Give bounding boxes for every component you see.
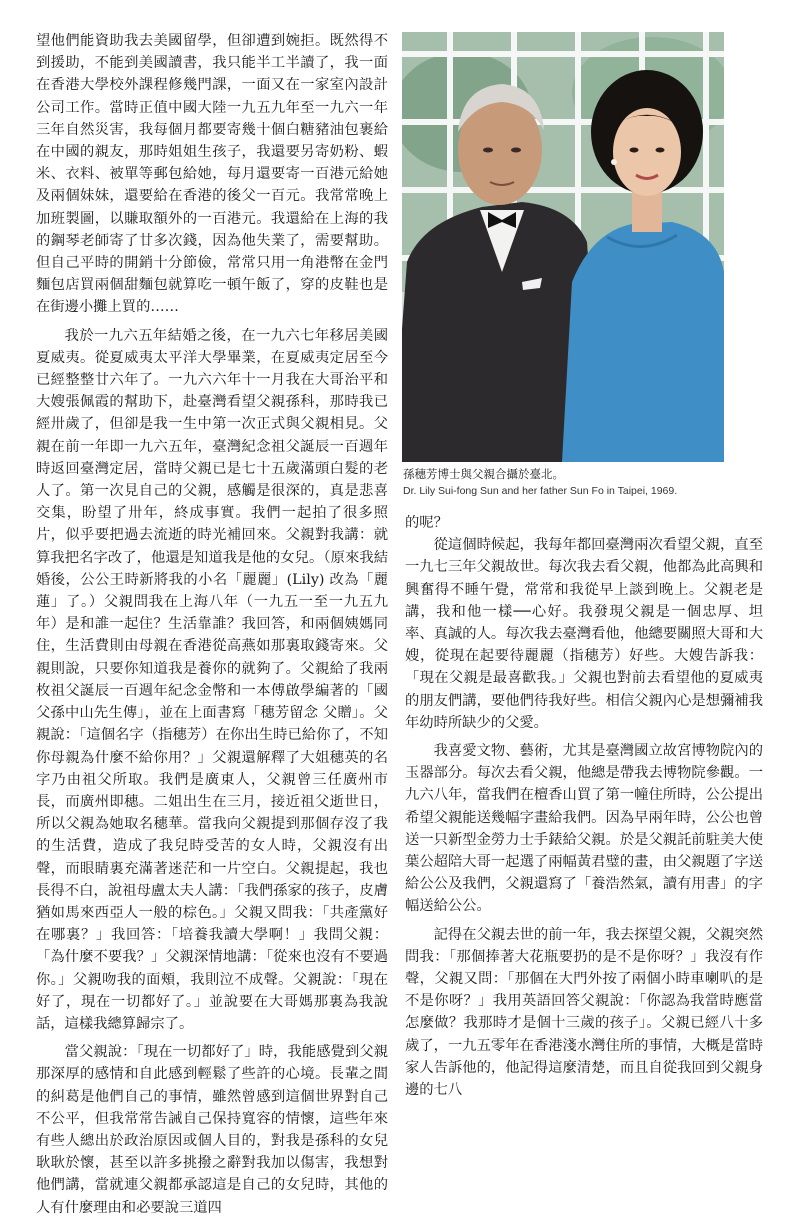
paragraph: 我喜愛文物、藝術，尤其是臺灣國立故宮博物院內的玉器部分。每次去看父親，他總是帶我去博物院參觀。一九六八年，當我們在檀香山買了第一幢住所時，公公提出希望父親能送幾幅字畫給我們。因為早兩年時，公公也曾送一只新型金勞力士手錶給父親。於是父親託前駐美大使葉公超陪大哥一起選了兩幅黃君璧的畫，由父親題了字送給公公及我們，父親還寫了「養浩然氣，讀有用書」的字幅送給公公。	[405, 743, 763, 915]
paragraph: 記得在父親去世的前一年，我去探望父親，父親突然問我：「那個捧著大花瓶要扔的是不是你呀？」我沒有作聲，父親又問：「那個在大門外按了兩個小時車喇叭的是不是你呀？」我用英語回答父親說：「你認為我當時應當怎麼做？我那時才是個十三歲的孩子」。父親已經八十多歲了，一九五零年在香港淺水灣住所的事情，大概是當時家人告訴他的，他記得這麼清楚，而且自從我回到父親身邊的七八	[405, 926, 763, 1099]
paragraph: 當父親說：「現在一切都好了」時，我能感覺到父親那深厚的感情和自此感到輕鬆了些許的心境。長輩之間的糾葛是他們自己的事情，雖然曾感到這個世界對自己不公平，但我常常告誡自己保持寬容的情懷，這些年來有些人總出於政治原因或個人目的，對我是孫科的女兒耿耿於懷，甚至以許多挑撥之辭對我加以傷害，我想對他們講，當就連父親都承認這是自己的女兒時，其他的人有什麼理由和必要說三道四	[36, 1044, 388, 1216]
paragraph: 我於一九六五年結婚之後，在一九六七年移居美國夏威夷。從夏威夷太平洋大學畢業，在夏威夷定居至今已經整整廿六年了。一九六六年十一月我在大哥治平和大嫂張佩霞的幫助下，赴臺灣看望父親孫科，那時我已經卅歲了，但卻是我一生中第一次正式與父親相見。父親在前一年即一九六五年，臺灣紀念祖父誕辰一百週年時返回臺灣定居，當時父親已是七十五歲滿頭白髮的老人了。第一次見自己的父親，感觸是很深的，真是悲喜交集，盼望了卅年，終成事實。我們一起拍了很多照片，似乎要把過去流逝的時光補回來。父親對我講：就算我把名字改了，他還是知道我是他的女兒。（原來我結婚後，公公王時新將我的小名「麗麗」(Lily) 改為「麗蓮」了。）父親問我在上海八年（一九五一至一九五九年）是和誰一起住？生活靠誰？我回答，和兩個姨媽同住，生活費則由母親在香港從高燕如那裏取錢寄來。父親則說，只要你知道我是養你的就夠了。父親給了我兩枚祖父誕辰一百週年紀念金幣和一本傅啟學編著的「國父孫中山先生傳」，並在上面書寫「穗芳留念 父贈」。父親說：「這個名字（指穗芳）在你出生時已給你了，不知你母親為什麼不給你用？」父親還解釋了大姐穗英的名字乃由祖父所取。我們是廣東人，父親曾三任廣州市長，而廣州即穗。二姐出生在三月，接近祖父逝世日，所以父親為她取名穗華。當我向父親提到那個存沒了我的生活費，造成了我兒時受苦的女人時，父親沒有出聲，而眼睛裏充滿著迷茫和一片空白。父親提起，我也長得不白，說祖母盧太夫人講：「我們孫家的孩子，皮膚猶如馬來西亞人一般的棕色。」父親又問我：「共產黨好在哪裏？」我回答：「培養我讀大學啊！」我問父親：「為什麼不要我？」父親深情地講：「從來也沒有不要過你。」父親吻我的面頰，我則泣不成聲。父親說：「現在好了，現在一切都好了。」並說要在大哥媽那裏為我說話，這樣我總算歸宗了。	[36, 327, 388, 1032]
article-right-column	[405, 512, 763, 1101]
photo-caption-english: Dr. Lily Sui-fong Sun and her father Sun Fo in Taipei, 1969.	[403, 485, 678, 497]
portrait-photo	[402, 32, 724, 462]
paragraph: 的呢？	[405, 515, 448, 531]
paragraph: 從這個時候起，我每年都回臺灣兩次看望父親，直至一九七三年父親故世。每次我去看父親，他都為此高興和興奮得不睡午覺，常常和我從早上談到晚上。父親老是講，我和他一樣──心好。我發現父親是一個忠厚、坦率、真誠的人。每次我去臺灣看他，他總要關照大哥和大嫂，從現在起要待麗麗（指穗芳）好些。大嫂告訴我：「現在父親是最喜歡我。」父親也對前去看望他的夏威夷的朋友們講，要他們待我好些。相信父親內心是想彌補我年幼時所缺少的父愛。	[405, 537, 763, 731]
paragraph: 望他們能資助我去美國留學，但卻遭到婉拒。既然得不到援助，不能到美國讀書，我只能半工半讀了，我一面在香港大學校外課程修幾門課，一面又在一家室內設計公司工作。當時正值中國大陸一九五九年至一九六一年三年自然災害，我每個月都要寄幾十個白糖豬油包裹給在中國的親友，那時姐姐生孩子，我還要另寄奶粉、蝦米、衣料、被單等郵包給她，每月還要寄一百港元給她及兩個妹妹，還要給在香港的後父一百元。我常常晚上加班製圖，以賺取額外的一百港元。我還給在上海的我的鋼琴老師寄了廿多次錢，因為他失業了，需要幫助。但自己平時的開銷十分節儉，常常只用一角港幣在金門麵包店買兩個甜麵包就算吃一頓午飯了，穿的皮鞋也是在街邊小攤上買的……	[36, 33, 388, 316]
photo-caption-chinese: 孫穗芳博士與父親合攝於臺北。	[403, 467, 564, 481]
article-left-column	[36, 30, 388, 1219]
